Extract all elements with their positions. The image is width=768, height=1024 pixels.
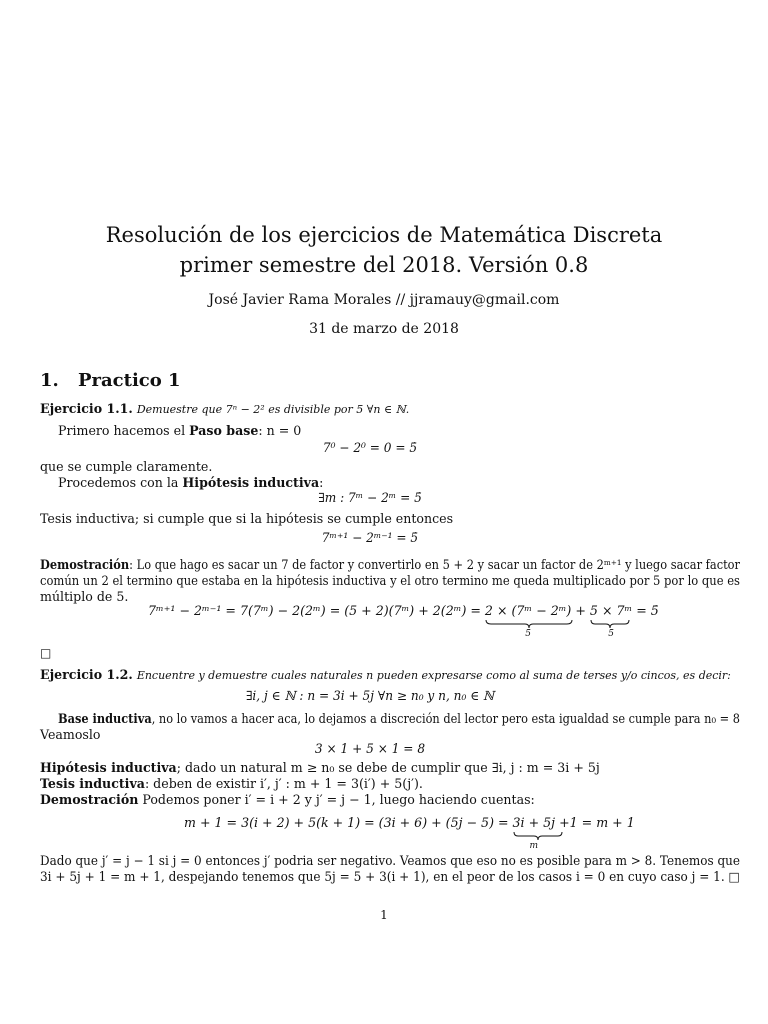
underbrace-group-2: [589, 603, 633, 639]
eq-part-a: 7ᵐ⁺¹ − 2ᵐ⁻¹ = 7(7ᵐ) − 2(2ᵐ) = (5 + 2)(7ᵐ) + 2(2ᵐ) =: [148, 603, 485, 618]
hip-rest: :: [319, 475, 324, 490]
base-text: , no lo vamos a hacer aca, lo dejamos a discreción del lector pero esta igualdad se cumple para n₀ = 8: [151, 711, 740, 726]
section-number: 1.: [40, 370, 59, 391]
section-title: Practico 1: [78, 370, 181, 391]
paso-base-term: Paso base: [189, 423, 259, 438]
hipotesis-line-2: [40, 760, 600, 776]
claro-line: que se cumple claramente.: [40, 459, 213, 474]
veamoslo-line: Veamoslo: [40, 727, 101, 742]
exercise-label: Ejercicio 1.1.: [40, 401, 133, 416]
paso-base-line: [58, 423, 301, 439]
exercise-text: Demuestre que 7ⁿ − 2² es divisible por 5 ∀n ∈ ℕ.: [136, 403, 410, 416]
qed-symbol: □: [40, 646, 52, 660]
eq-part-e: = 5̇: [632, 603, 659, 618]
page-number: 1: [380, 908, 388, 922]
paso-rest: : n = 0: [258, 423, 302, 438]
section-heading: [40, 370, 181, 391]
author: José Javier Rama Morales // jjramauy@gmail.com: [208, 292, 560, 308]
underbrace-label-2: 5̇: [608, 629, 614, 639]
equation-base: 7⁰ − 2⁰ = 0 = 5̇: [322, 440, 418, 455]
demostracion-line-1: [40, 557, 740, 573]
demostracion-line-3: múltiplo de 5.: [40, 589, 129, 604]
exercise-1-2-statement: [40, 667, 731, 684]
tesis-text-2: : deben de existir i′, j′ : m + 1 = 3(i′) + 5(j′).: [144, 776, 423, 791]
base-inductiva-term: Base inductiva: [58, 711, 152, 726]
dem-text-1: : Lo que hago es sacar un 7 de factor y convertirlo en 5 + 2 y sacar un factor de 2ᵐ⁺¹ y luego sacar factor: [129, 557, 741, 572]
hipotesis-line: [58, 475, 323, 491]
demostracion-line-ej2: [40, 792, 535, 808]
date: 31 de marzo de 2018: [309, 321, 459, 337]
tesis-line: Tesis inductiva; si cumple que si la hipótesis se cumple entonces: [40, 511, 454, 526]
equation-hipotesis: ∃m : 7ᵐ − 2ᵐ = 5̇: [318, 490, 422, 505]
equation-base-2: 3 × 1 + 5 × 1 = 8: [314, 741, 426, 756]
demostracion-term-2: Demostración: [40, 792, 139, 807]
base-inductiva-line: [58, 711, 740, 727]
equation-main: ∃i, j ∈ ℕ : n = 3i + 5j ∀n ≥ n₀ y n, n₀ ∈ ℕ: [245, 688, 495, 703]
eq-part-b: 2 × (7ᵐ − 2ᵐ): [484, 603, 572, 618]
tesis-term-2: Tesis inductiva: [40, 776, 145, 791]
hip-text-2: ; dado un natural m ≥ n₀ se debe de cumplir que ∃i, j : m = 3i + 5j: [176, 760, 600, 775]
underbrace-label-3: m: [529, 841, 539, 851]
underbrace-3: [513, 831, 563, 841]
eq-part-d: 5 × 7ᵐ: [589, 603, 633, 618]
demostracion-term: Demostración: [40, 557, 130, 572]
title-line-1: Resolución de los ejercicios de Matemática Discreta: [105, 223, 663, 247]
tesis-line-2: [40, 776, 423, 792]
dem-text-2: Podemos poner i′ = i + 2 y j′ = j − 1, luego haciendo cuentas:: [138, 792, 535, 807]
title-line-2: primer semestre del 2018. Versión 0.8: [179, 253, 589, 277]
equation-tesis: 7ᵐ⁺¹ − 2ᵐ⁻¹ = 5̇: [321, 530, 419, 545]
eq-part-c: +: [571, 603, 590, 618]
equation-demostracion-2: [184, 815, 635, 851]
equation-demostracion: [148, 603, 659, 639]
final-line-2: 3i + 5j + 1 = m + 1, despejando tenemos que 5j = 5 + 3(i + 1), en el peor de los casos i = 0 en cuyo caso j = 1. □: [40, 869, 740, 884]
paso-intro: Primero hacemos el: [58, 423, 190, 438]
underbrace-1: [485, 619, 573, 629]
eq2-part-a: m + 1 = 3(i + 2) + 5(k + 1) = (3i + 6) + (5j − 5) =: [184, 815, 513, 830]
underbrace-2: [590, 619, 630, 629]
eq2-part-b: 3i + 5j: [512, 815, 556, 830]
demostracion-line-2: común un 2 el termino que estaba en la hipótesis inductiva y el otro termino me queda multiplicado por 5 por lo que es: [40, 573, 740, 588]
hip-term: Hipótesis inductiva: [182, 475, 320, 490]
exercise-1-1-statement: [40, 401, 409, 418]
eq2-part-c: +1 = m + 1: [555, 815, 635, 830]
exercise-text-2: Encuentre y demuestre cuales naturales n pueden expresarse como al suma de terses y/o cincos, es decir:: [136, 669, 731, 682]
hipotesis-term-2: Hipótesis inductiva: [40, 760, 177, 775]
final-line-1: Dado que j′ = j − 1 si j = 0 entonces j′ podria ser negativo. Veamos que eso no es posible para m > 8. Tenemos que: [40, 853, 741, 868]
underbrace-label-1: 5̇: [525, 629, 531, 639]
underbrace-group-3: [512, 815, 556, 851]
hip-intro: Procedemos con la: [58, 475, 183, 490]
exercise-label-2: Ejercicio 1.2.: [40, 667, 133, 682]
underbrace-group-1: [484, 603, 572, 639]
